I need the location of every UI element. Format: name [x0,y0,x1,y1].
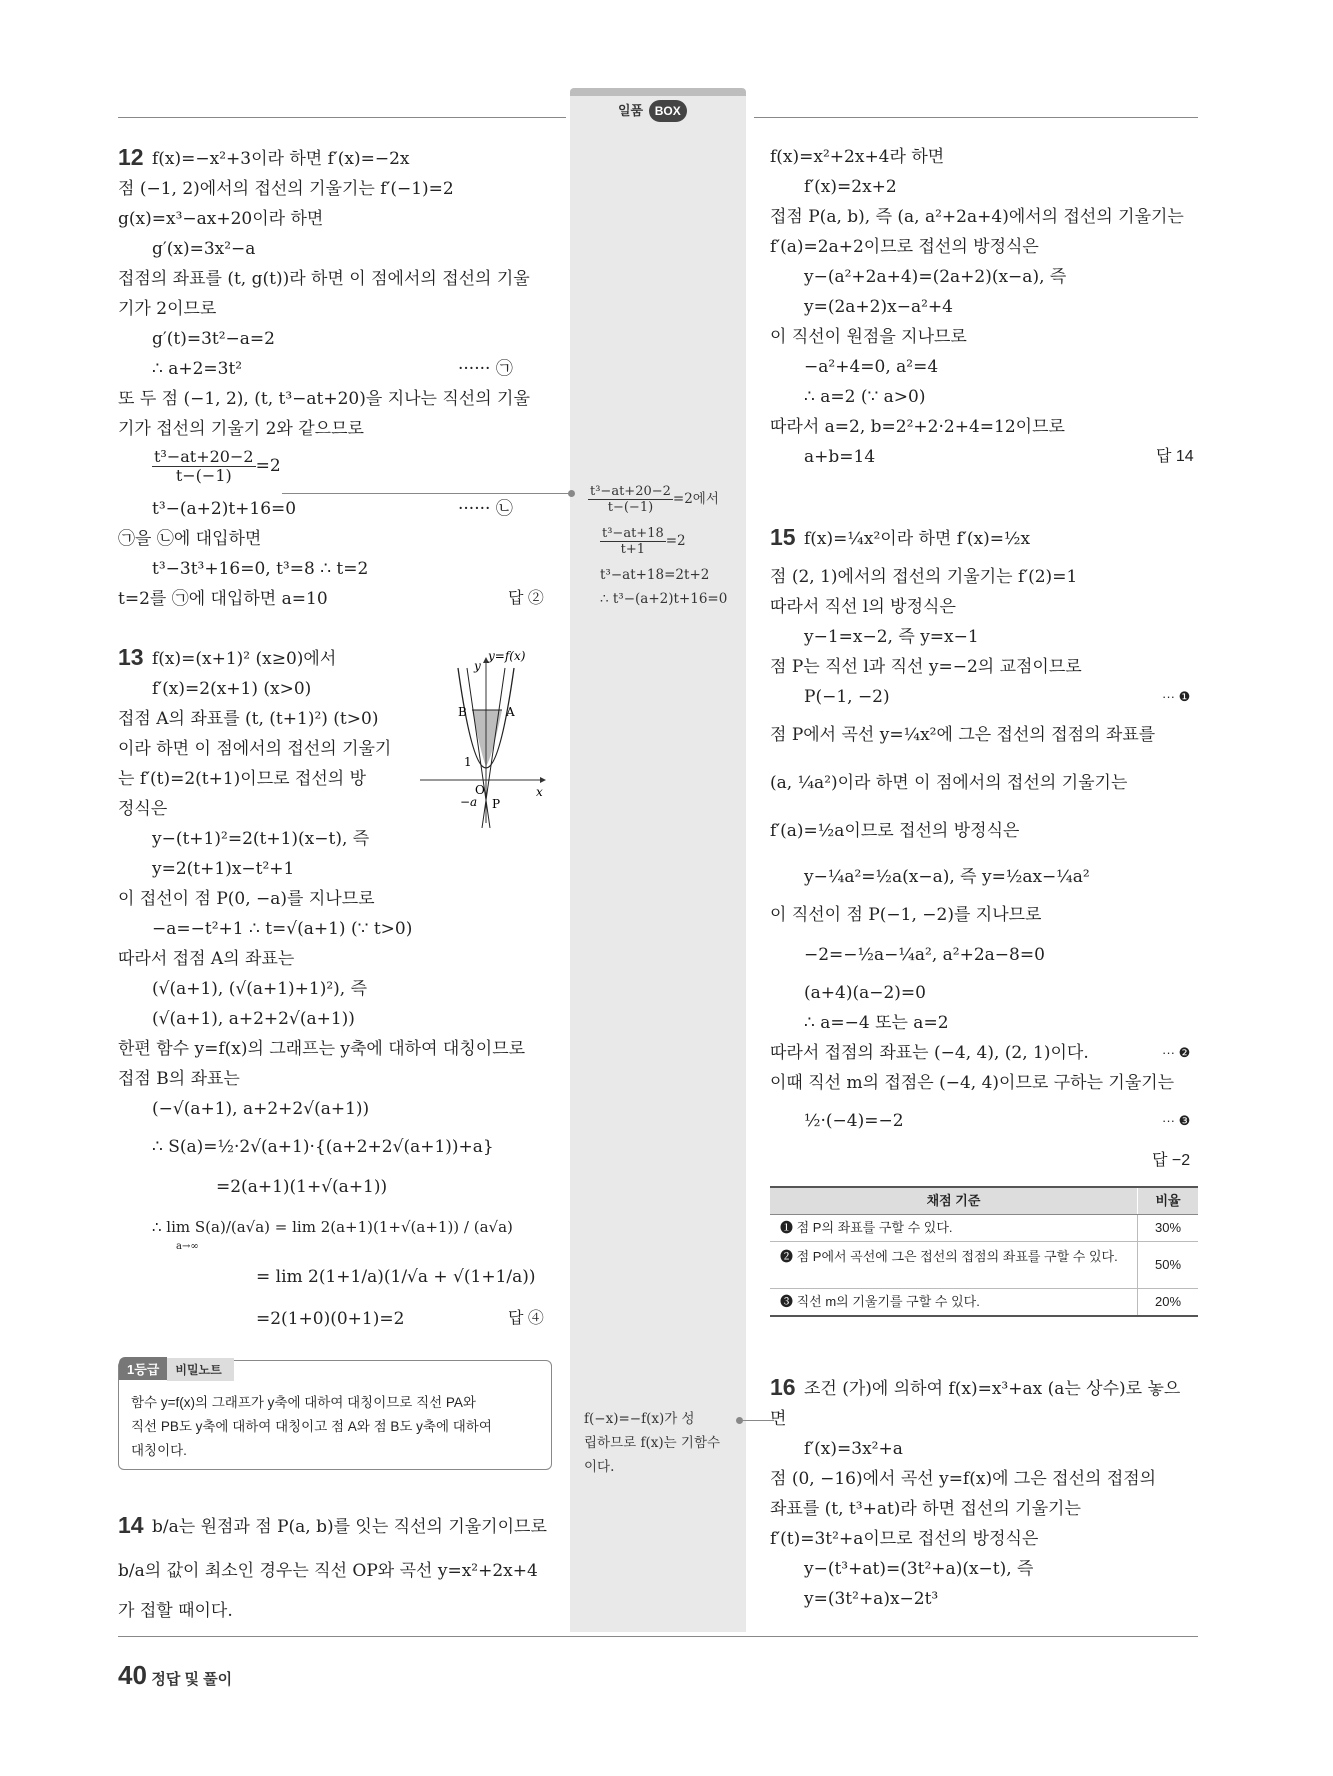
p15-line: 점 P에서 곡선 y=¼x²에 그은 접선의 접점의 좌표를 [770,725,1156,745]
p15-line: (a+4)(a−2)=0 [804,983,926,1003]
box-label-badge: BOX [649,100,687,122]
p13-line: = lim 2(1+1/a)(1/√a + √(1+1/a)) [256,1267,536,1287]
footer-rule [118,1636,1198,1637]
p15-line: (a, ¼a²)이라 하면 이 점에서의 접선의 기울기는 [770,773,1128,793]
p12-line: g′(t)=3t²−a=2 [152,329,275,349]
side-denominator: t+1 [620,542,646,557]
box-label [618,100,687,122]
header-criteria: 채점 기준 [770,1188,1138,1214]
p15-line: y−¼a²=½a(x−a), 즉 y=½ax−¼a² [804,867,1090,887]
side-fraction [600,526,686,557]
note-line: 함수 y=f(x)의 그래프가 y축에 대하여 대칭이므로 직선 PA와 [131,1395,476,1410]
p13-line: 이라 하면 이 점에서의 접선의 기울기 [118,739,392,759]
label-B: B [458,705,467,719]
connector-dot [736,1417,743,1424]
p12-line: t=2를 ㉠에 대입하면 a=10 [118,589,328,609]
p12-line: g(x)=x³−ax+20이라 하면 [118,209,324,229]
p13-line: 한편 함수 y=f(x)의 그래프는 y축에 대하여 대칭이므로 [118,1039,526,1059]
side-line: f(−x)=−f(x)가 성 [584,1411,695,1427]
problem-number: 12 [118,144,144,170]
answer-badge: 답 ④ [508,1310,544,1327]
r-line: y−(a²+2a+4)=(2a+2)(x−a), 즉 [804,267,1067,287]
note-line: 대칭이다. [131,1443,187,1458]
parabola-graph [420,648,550,828]
problem-number: 14 [118,1512,144,1538]
p12-fraction [152,448,281,485]
p15-line: 점 P는 직선 l과 직선 y=−2의 교점이므로 [770,657,1082,677]
row-ratio: 50% [1154,1257,1182,1272]
side-numerator: t³−at+18 [602,526,664,541]
p16-line: 좌표를 (t, t³+at)라 하면 접선의 기울기는 [770,1499,1081,1519]
p12-line: g′(x)=3x²−a [152,239,256,259]
p15-line: ½·(−4)=−2 [804,1111,904,1131]
label-y: y [474,659,481,673]
side-denominator: t−(−1) [607,500,654,515]
p12-line: 점 (−1, 2)에서의 접선의 기울기는 f′(−1)=2 [118,179,454,199]
table-row [770,1242,1198,1289]
p13-limit-sub: a→∞ [176,1241,199,1252]
step-marker: ··· ❸ [1162,1113,1191,1128]
row-ratio: 30% [1154,1220,1182,1235]
sidebar-top-bar [570,88,746,96]
p15-line: 이때 직선 m의 접점은 (−4, 4)이므로 구하는 기울기는 [770,1073,1175,1093]
label-x: x [536,785,543,799]
p13-line: 는 f′(t)=2(t+1)이므로 접선의 방 [118,769,367,789]
p12-line: 기가 접선의 기울기 2와 같으므로 [118,419,364,439]
r-line: f(x)=x²+2x+4라 하면 [770,147,945,167]
p13-line: 이 접선이 점 P(0, −a)를 지나므로 [118,889,375,909]
fraction-equals: =2 [255,456,281,476]
problem-number: 13 [118,644,144,670]
p15-line: f(x)=¼x²이라 하면 f′(x)=½x [804,529,1031,549]
r-line: y=(2a+2)x−a²+4 [804,297,953,317]
label-fx: y=f(x) [488,649,526,663]
footer [118,1660,232,1691]
p15-line: 따라서 직선 l의 방정식은 [770,597,956,617]
p13-line: ∴ S(a)=½·2√(a+1)·{(a+2+2√(a+1))+a} [152,1137,494,1157]
p14-line: b/a는 원점과 점 P(a, b)를 잇는 직선의 기울기이므로 [152,1517,547,1537]
p15-line: f′(a)=½a이므로 접선의 방정식은 [770,821,1020,841]
p13-line: f′(x)=2(x+1) (x>0) [152,679,312,699]
side-line: t³−at+18=2t+2 [600,567,710,583]
p13-line: =2(1+0)(0+1)=2 [256,1309,405,1329]
p16-line: f′(t)=3t²+a이므로 접선의 방정식은 [770,1529,1039,1549]
note-box [118,1360,552,1470]
label-one: 1 [464,755,472,769]
row-criteria: ❷ 점 P에서 곡선에 그은 접선의 접점의 좌표를 구할 수 있다. [770,1242,1138,1288]
footer-title: 정답 및 풀이 [151,1671,233,1688]
sidebar-strip [570,92,746,1632]
p13-line: −a=−t²+1 ∴ t=√(a+1) (∵ t>0) [152,919,413,939]
side-line: ∴ t³−(a+2)t+16=0 [600,591,728,607]
r-line: a+b=14 [804,447,876,467]
p13-line: 정식은 [118,799,168,819]
table-header [770,1186,1198,1215]
r-line: 이 직선이 원점을 지나므로 [770,327,967,347]
p13-line: f(x)=(x+1)² (x≥0)에서 [152,649,337,669]
header-rule-right [754,117,1198,118]
p12-line: 기가 2이므로 [118,299,217,319]
p13-line: y=2(t+1)x−t²+1 [152,859,295,879]
fraction-denominator: t−(−1) [175,466,232,485]
p15-line: y−1=x−2, 즉 y=x−1 [804,627,979,647]
row-ratio: 20% [1154,1294,1182,1309]
answer-badge: 답 −2 [1152,1152,1191,1169]
fraction-numerator: t³−at+20−2 [154,447,254,466]
label-minus-a: −a [460,795,478,809]
row-criteria: ❸ 직선 m의 기울기를 구할 수 있다. [770,1289,1138,1315]
p15-line: −2=−½a−¼a², a²+2a−8=0 [804,945,1045,965]
p12-line: 접점의 좌표를 (t, g(t))라 하면 이 점에서의 접선의 기울 [118,269,530,289]
p13-line: y−(t+1)²=2(t+1)(x−t), 즉 [152,829,370,849]
r-line: f′(a)=2a+2이므로 접선의 방정식은 [770,237,1039,257]
p15-line: ∴ a=−4 또는 a=2 [804,1013,949,1033]
r-line: ∴ a=2 (∵ a>0) [804,387,926,407]
p16-line: y=(3t²+a)x−2t³ [804,1589,939,1609]
p12-line: ㉠을 ㉡에 대입하면 [118,529,262,549]
table-row [770,1289,1198,1317]
p15-line: 따라서 접점의 좌표는 (−4, 4), (2, 1)이다. [770,1043,1089,1063]
side-line: 이다. [584,1459,615,1475]
connector-line [740,1420,774,1421]
note-badge: 1등급 [119,1357,167,1380]
p16-line: 점 (0, −16)에서 곡선 y=f(x)에 그은 접선의 접점의 [770,1469,1157,1489]
p13-line: (−√(a+1), a+2+2√(a+1)) [152,1099,370,1119]
p16-line: f′(x)=3x²+a [804,1439,903,1459]
note-title: 비밀노트 [167,1358,233,1381]
header-ratio: 비율 [1155,1193,1181,1208]
side-tail: =2에서 [672,491,719,507]
answer-badge: 답 ② [508,590,544,607]
p12-mark: ······ ㉡ [458,499,513,519]
label-A: A [506,705,515,719]
p13-line: (√(a+1), (√(a+1)+1)²), 즉 [152,979,368,999]
p16-line: 조건 (가)에 의하여 f(x)=x³+ax (a는 상수)로 놓으 [804,1379,1181,1399]
connector-dot [568,490,575,497]
grading-table [770,1186,1198,1317]
p13-line: 접점 B의 좌표는 [118,1069,240,1089]
p13-line: 따라서 접점 A의 좌표는 [118,949,295,969]
step-marker: ··· ❶ [1162,689,1191,704]
p12-line: t³−(a+2)t+16=0 [152,499,297,519]
p13-line: 접점 A의 좌표를 (t, (t+1)²) (t>0) [118,709,379,729]
label-O: O [475,783,485,797]
r-line: −a²+4=0, a²=4 [804,357,939,377]
row-criteria: ❶ 점 P의 좌표를 구할 수 있다. [770,1215,1138,1241]
p12-line: ∴ a+2=3t² [152,359,243,379]
problem-number: 16 [770,1374,796,1400]
r-line: 접점 P(a, b), 즉 (a, a²+2a+4)에서의 접선의 기울기는 [770,207,1184,227]
r-line: 따라서 a=2, b=2²+2·2+4=12이므로 [770,417,1065,437]
header-rule-left [118,117,566,118]
page-number: 40 [118,1660,147,1690]
p12-mark: ······ ㉠ [458,359,513,379]
p14-line: b/a의 값이 최소인 경우는 직선 OP와 곡선 y=x²+2x+4 [118,1561,538,1581]
p12-line: f(x)=−x²+3이라 하면 f′(x)=−2x [152,149,410,169]
p12-line: t³−3t³+16=0, t³=8 ∴ t=2 [152,559,369,579]
side-numerator: t³−at+20−2 [590,484,671,499]
note-header [119,1357,234,1381]
connector-line [282,493,572,494]
side-tail: =2 [665,533,686,549]
p12-line: 또 두 점 (−1, 2), (t, t³−at+20)을 지나는 직선의 기울 [118,389,530,409]
r-line: f′(x)=2x+2 [804,177,897,197]
p16-line: y−(t³+at)=(3t²+a)(x−t), 즉 [804,1559,1034,1579]
p14-line: 가 접할 때이다. [118,1601,233,1621]
p16-line: 면 [770,1409,787,1429]
label-P: P [492,797,501,811]
p13-line: (√(a+1), a+2+2√(a+1)) [152,1009,355,1029]
p15-line: 점 (2, 1)에서의 접선의 기울기는 f′(2)=1 [770,567,1078,587]
table-row [770,1215,1198,1242]
problem-number: 15 [770,524,796,550]
box-label-text: 일품 [618,103,644,118]
step-marker: ··· ❷ [1162,1045,1191,1060]
side-fraction [588,484,719,515]
side-line: 립하므로 f(x)는 기함수 [584,1435,721,1451]
answer-badge: 답 14 [1156,448,1194,465]
p15-line: P(−1, −2) [804,687,890,707]
p15-line: 이 직선이 점 P(−1, −2)를 지나므로 [770,905,1042,925]
note-line: 직선 PB도 y축에 대하여 대칭이고 점 A와 점 B도 y축에 대하여 [131,1419,492,1434]
p13-line: =2(a+1)(1+√(a+1)) [216,1177,388,1197]
p13-line: ∴ lim S(a)/(a√a) = lim 2(a+1)(1+√(a+1)) / (a√a) [152,1218,513,1236]
